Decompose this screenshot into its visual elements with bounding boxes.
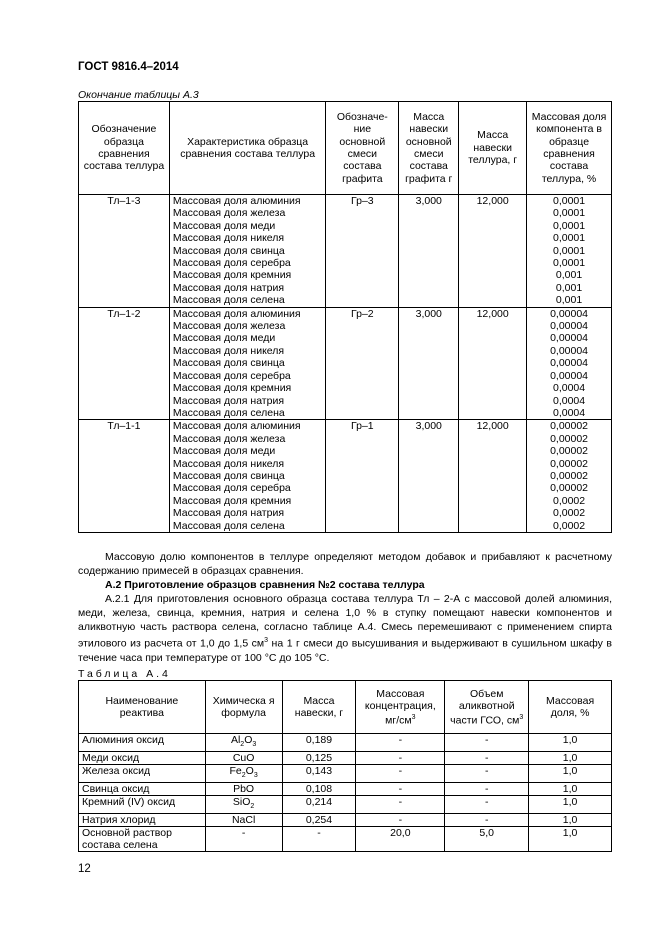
formula-subscript: 2 xyxy=(240,741,245,749)
document-code: ГОСТ 9816.4–2014 xyxy=(78,61,179,73)
sample-code-cell: Тл–1-3 xyxy=(79,195,170,308)
fraction-line: 0,00002 xyxy=(550,420,589,433)
mixture-code-cell: Гр–2 xyxy=(326,307,399,420)
characteristic-line: Массовая доля железа xyxy=(172,432,286,445)
fraction-line: 0,00004 xyxy=(550,369,589,382)
table-a3-caption: Окончание таблицы А.3 xyxy=(78,89,199,101)
mass-mixture-cell: 3,000 xyxy=(399,420,459,533)
table-row xyxy=(79,765,612,783)
table-row xyxy=(79,796,612,814)
mass-tellurium-cell: 12,000 xyxy=(459,420,527,533)
concentration-cell: 20,0 xyxy=(356,827,445,852)
fraction-line: 0,0002 xyxy=(552,494,586,507)
sample-code-cell: Тл–1-1 xyxy=(79,420,170,533)
fraction-line: 0,00002 xyxy=(550,445,589,458)
col-header-concentration xyxy=(356,681,445,734)
fraction-line: 0,0001 xyxy=(552,207,586,220)
volume-cell: - xyxy=(445,783,529,796)
formula-part: Fe xyxy=(229,765,242,778)
characteristic-line: Массовая доля серебра xyxy=(172,369,291,382)
mass-cell: 0,108 xyxy=(282,783,356,796)
formula-cell xyxy=(205,734,282,752)
characteristic-line: Массовая доля свинца xyxy=(172,469,285,482)
table-a4-caption: Таблица А.4 xyxy=(78,668,171,680)
table-row xyxy=(79,734,612,752)
mass-cell: 0,125 xyxy=(282,752,356,765)
characteristic-line: Массовая доля алюминия xyxy=(172,420,301,433)
formula-part: O xyxy=(244,734,253,746)
characteristics-cell xyxy=(169,195,326,308)
formula-part: PbO xyxy=(233,783,255,796)
fraction-line: 0,0001 xyxy=(552,244,586,257)
characteristic-line: Массовая доля натрия xyxy=(172,394,285,407)
sample-code-cell: Тл–1-2 xyxy=(79,307,170,420)
volume-cell: - xyxy=(445,765,529,783)
reagent-name-cell: Железа оксид xyxy=(79,765,206,783)
mass-cell: 0,214 xyxy=(282,796,356,814)
volume-cell: - xyxy=(445,796,529,814)
characteristic-line: Массовая доля меди xyxy=(172,219,276,232)
fraction-line: 0,00002 xyxy=(550,482,589,495)
fraction-line: 0,00004 xyxy=(550,320,589,333)
reagent-name-cell: Кремний (IV) оксид xyxy=(79,796,206,814)
characteristic-line: Массовая доля свинца xyxy=(172,244,285,257)
characteristic-line: Массовая доля железа xyxy=(172,320,286,333)
table-a3-body xyxy=(79,195,612,533)
mass-cell: 0,254 xyxy=(282,814,356,827)
volume-cell: 5,0 xyxy=(445,827,529,852)
fraction-cell: 1,0 xyxy=(529,783,612,796)
formula-cell xyxy=(205,783,282,796)
table-row xyxy=(79,752,612,765)
table-row xyxy=(79,307,612,420)
concentration-cell: - xyxy=(356,796,445,814)
characteristic-line: Массовая доля никеля xyxy=(172,232,285,245)
formula-cell xyxy=(205,765,282,783)
concentration-cell: - xyxy=(356,765,445,783)
fraction-cell: 1,0 xyxy=(529,814,612,827)
characteristic-line: Массовая доля кремния xyxy=(172,382,292,395)
col-header-reagent: Наименование реактива xyxy=(79,681,206,734)
characteristics-cell xyxy=(169,307,326,420)
table-row xyxy=(79,420,612,533)
concentration-cell: - xyxy=(356,752,445,765)
characteristic-line: Массовая доля селена xyxy=(172,406,285,419)
characteristic-line: Массовая доля железа xyxy=(172,207,286,220)
characteristic-line: Массовая доля никеля xyxy=(172,457,285,470)
fraction-line: 0,001 xyxy=(555,269,583,282)
fraction-cell: 1,0 xyxy=(529,734,612,752)
cubic-superscript: 3 xyxy=(264,637,269,645)
formula-part: - xyxy=(241,827,246,840)
fraction-line: 0,00002 xyxy=(550,457,589,470)
characteristic-line: Массовая доля алюминия xyxy=(172,307,301,320)
formula-part: Al xyxy=(230,734,241,746)
characteristic-line: Массовая доля свинца xyxy=(172,357,285,370)
fraction-cell: 1,0 xyxy=(529,752,612,765)
characteristic-line: Массовая доля меди xyxy=(172,445,276,458)
mixture-code-cell: Гр–1 xyxy=(326,420,399,533)
formula-cell xyxy=(205,814,282,827)
fraction-line: 0,0001 xyxy=(552,257,586,270)
col-header-mass-mixture: Масса навески основной смеси состава графита г xyxy=(399,102,459,195)
formula-part: O xyxy=(245,765,254,778)
concentration-cell: - xyxy=(356,734,445,752)
formula-subscript: 2 xyxy=(250,803,255,811)
fraction-cell: 1,0 xyxy=(529,827,612,852)
fraction-line: 0,00004 xyxy=(550,307,589,320)
formula-subscript: 2 xyxy=(241,772,246,780)
table-row xyxy=(79,814,612,827)
characteristic-line: Массовая доля селена xyxy=(172,294,285,307)
fraction-line: 0,0001 xyxy=(552,195,586,207)
fraction-line: 0,0002 xyxy=(552,507,586,520)
fractions-cell xyxy=(527,195,612,308)
characteristic-line: Массовая доля алюминия xyxy=(172,195,301,207)
fraction-line: 0,001 xyxy=(555,281,583,294)
formula-cell xyxy=(205,827,282,852)
concentration-label: Массовая концентрация, мг/см xyxy=(364,687,436,727)
fractions-cell xyxy=(527,420,612,533)
fraction-line: 0,0001 xyxy=(552,232,586,245)
formula-cell xyxy=(205,752,282,765)
formula-subscript: 3 xyxy=(253,772,258,780)
fraction-line: 0,0004 xyxy=(552,406,586,419)
formula-part: NaCl xyxy=(231,814,256,827)
table-a3 xyxy=(78,101,612,533)
fraction-cell: 1,0 xyxy=(529,765,612,783)
reagent-name-cell: Меди оксид xyxy=(79,752,206,765)
paragraph-a2-1-text-end: на 1 г смеси до высушивания и выдерживают в сушильном шкафу в течение часа при температуре от 100 °С до 105 °С. xyxy=(78,637,613,664)
table-a4-body xyxy=(79,734,612,852)
reagent-name-cell: Натрия хлорид xyxy=(79,814,206,827)
characteristic-line: Массовая доля натрия xyxy=(172,281,285,294)
fraction-line: 0,00002 xyxy=(550,469,589,482)
characteristic-line: Массовая доля никеля xyxy=(172,344,285,357)
reagent-name-cell: Свинца оксид xyxy=(79,783,206,796)
col-header-mass-tellurium: Масса навески теллура, г xyxy=(459,102,527,195)
fraction-cell: 1,0 xyxy=(529,796,612,814)
volume-label: Объем аликвотной части ГСО, см xyxy=(450,687,520,727)
concentration-sup: 3 xyxy=(411,713,416,721)
mass-tellurium-cell: 12,000 xyxy=(459,307,527,420)
characteristic-line: Массовая доля натрия xyxy=(172,507,285,520)
mass-cell: - xyxy=(282,827,356,852)
formula-subscript: 3 xyxy=(252,741,257,749)
mass-tellurium-cell: 12,000 xyxy=(459,195,527,308)
table-a4 xyxy=(78,680,612,852)
col-header-formula: Химическа я формула xyxy=(205,681,282,734)
fractions-cell xyxy=(527,307,612,420)
volume-sup: 3 xyxy=(519,713,524,721)
fraction-line: 0,00004 xyxy=(550,344,589,357)
mass-mixture-cell: 3,000 xyxy=(399,307,459,420)
volume-cell: - xyxy=(445,752,529,765)
formula-cell xyxy=(205,796,282,814)
fraction-line: 0,0002 xyxy=(552,519,586,532)
col-header-volume xyxy=(445,681,529,734)
mass-cell: 0,189 xyxy=(282,734,356,752)
page-number: 12 xyxy=(78,863,91,875)
mixture-code-cell: Гр–3 xyxy=(326,195,399,308)
fraction-line: 0,001 xyxy=(555,294,583,307)
fraction-line: 0,00004 xyxy=(550,357,589,370)
paragraph-a2-1 xyxy=(78,593,612,665)
volume-cell: - xyxy=(445,734,529,752)
col-header-fraction: Массовая доля, % xyxy=(529,681,612,734)
characteristic-line: Массовая доля селена xyxy=(172,519,285,532)
characteristic-line: Массовая доля меди xyxy=(172,332,276,345)
col-header-sample: Обозначение образца сравнения состава теллура xyxy=(79,102,170,195)
characteristic-line: Массовая доля кремния xyxy=(172,269,292,282)
fraction-line: 0,0001 xyxy=(552,219,586,232)
fraction-line: 0,0004 xyxy=(552,382,586,395)
fraction-line: 0,0004 xyxy=(552,394,586,407)
characteristics-cell xyxy=(169,420,326,533)
characteristic-line: Массовая доля серебра xyxy=(172,482,291,495)
fraction-line: 0,00004 xyxy=(550,332,589,345)
characteristic-line: Массовая доля серебра xyxy=(172,257,291,270)
reagent-name-cell: Основной раствор состава селена xyxy=(79,827,206,852)
mass-cell: 0,143 xyxy=(282,765,356,783)
formula-part: SiO xyxy=(232,796,251,809)
characteristic-line: Массовая доля кремния xyxy=(172,494,292,507)
col-header-mass: Масса навески, г xyxy=(282,681,356,734)
table-row xyxy=(79,195,612,308)
paragraph-additions: Массовую долю компонентов в теллуре определяют методом добавок и прибавляют к расчетному содержанию примесей в образцах сравнения. xyxy=(78,551,612,577)
fraction-line: 0,00002 xyxy=(550,432,589,445)
mass-mixture-cell: 3,000 xyxy=(399,195,459,308)
col-header-mass-fraction: Массовая доля компонента в образце сравнения состава теллура, % xyxy=(527,102,612,195)
section-heading-a2: А.2 Приготовление образцов сравнения №2 состава теллура xyxy=(105,579,425,591)
formula-part: CuO xyxy=(232,752,255,765)
paragraph-a2-1-text-start: А.2.1 Для приготовления основного образца состава теллура Тл – 2-А с массовой долей алюминия, меди, железа, свинца, кремния, натрия и селена 1,0 % в ступку помещают навески компонентов и аликвотную часть раствора селена, согласно таблице А.4. Смесь перемешивают с применением спирта этилового из расчета от 1,0 до 1,5 см xyxy=(78,593,612,650)
concentration-cell: - xyxy=(356,783,445,796)
table-row xyxy=(79,783,612,796)
volume-cell: - xyxy=(445,814,529,827)
table-row xyxy=(79,827,612,852)
concentration-cell: - xyxy=(356,814,445,827)
reagent-name-cell: Алюминия оксид xyxy=(79,734,206,752)
col-header-characteristic: Характеристика образца сравнения состава теллура xyxy=(169,102,326,195)
col-header-mixture: Обозначе-ние основной смеси состава графита xyxy=(326,102,399,195)
